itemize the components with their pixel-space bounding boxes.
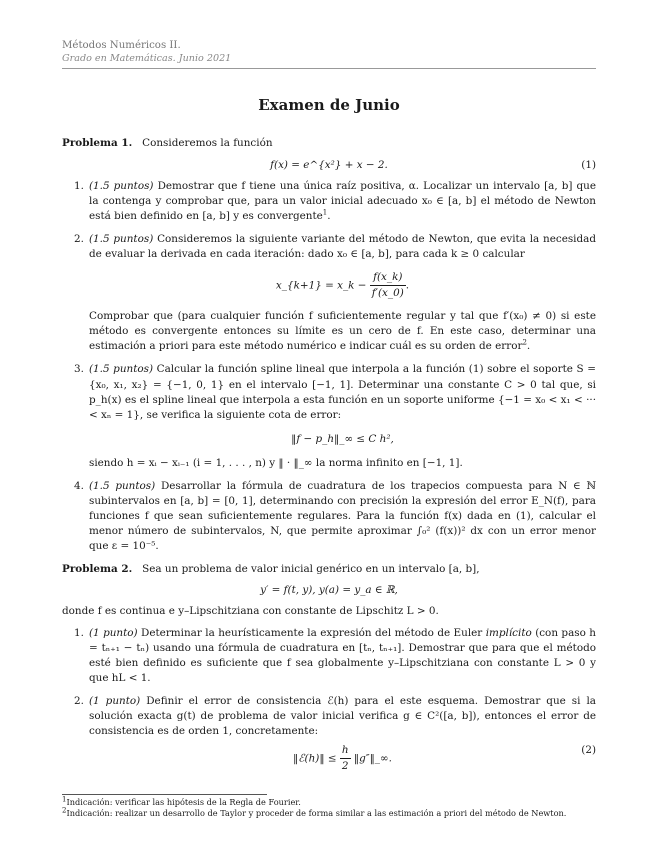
item-points: (1.5 puntos) (89, 179, 154, 192)
item-number: 1. (74, 179, 84, 192)
exam-page (62, 40, 596, 782)
item-text: Calcular la función spline lineal que interpola a la función (1) sobre el soporte S = {x₀, x₁, x₂} = {−1, 0, 1} en el intervalo [−1, 1]. Determinar una constante C > 0 tal que, si p_h(x) es el spline lineal que interpola a esta función en un soporte uniforme {−1 = x₀ < x₁ < ··· < xₙ = 1}, se verifica la siguiente cota de error: (89, 363, 596, 421)
problem-2-intro (62, 562, 596, 577)
item-number: 1. (74, 626, 84, 639)
fraction-denominator: f′(x_0) (371, 287, 404, 300)
equation-1-number: (1) (581, 158, 596, 171)
problem-2-label: Problema 2. (62, 563, 133, 576)
item-text-continued: siendo h = xᵢ − xᵢ₋₁ (i = 1, . . . , n) y ‖ · ‖_∞ la norma infinito en [−1, 1]. (89, 456, 463, 469)
footnote-text: Indicación: verificar las hipótesis de la Regla de Fourier. (66, 797, 301, 807)
problem-1-intro (62, 136, 596, 151)
item-emphasis: implícito (485, 626, 532, 639)
page-title: Examen de Junio (258, 95, 400, 114)
equation-1 (62, 158, 596, 173)
list-item (62, 362, 596, 470)
footnotes (62, 794, 602, 819)
item-points: (1.5 puntos) (89, 479, 156, 492)
item-text-continued: (con paso h = tₙ₊₁ − tₙ) usando una fórmula de cuadratura en [tₙ, tₙ₊₁]. Demostrar que para que el método esté bien definido es suficiente que f sea globalmente y–Lipschitziana con constante L > 0 y que hL < 1. (89, 626, 596, 684)
equation-2 (89, 743, 596, 774)
item-points: (1 punto) (89, 694, 141, 707)
equation-1-body: f(x) = e^{x²} + x − 2. (270, 158, 388, 171)
footnote-ref: 2 (522, 338, 527, 347)
item-number: 2. (74, 694, 84, 707)
item-text: Desarrollar la fórmula de cuadratura de los trapecios compuesta para N ∈ ℕ subintervalos en [a, b] = [0, 1], determinando con precisión la expresión del error E_N(f), para funciones f que sean suficientemente regulares. Para la función f(x) dada en (1), calcular el menor número de subintervalos, N, que permite aproximar ∫₀² (f(x))² dx con un error menor que ε = 10⁻⁵. (89, 479, 596, 553)
footnote-number: 1 (62, 795, 67, 804)
list-item (62, 479, 596, 554)
footnote-1 (62, 797, 602, 808)
fraction-numerator: h (340, 743, 351, 759)
problem-1-intro-text: Consideremos la función (142, 137, 273, 150)
course-subtitle: Grado en Matemáticas. Junio 2021 (62, 52, 232, 64)
item-text: Consideremos la siguiente variante del método de Newton, que evita la necesidad de evaluar la derivada en cada iteración: dado x₀ ∈ [a, b], para cada k ≥ 0 calcular (89, 232, 596, 260)
equation-fraction (340, 743, 351, 774)
header-rule (62, 68, 596, 69)
equation-left: ‖ℰ(h)‖ ≤ (293, 752, 337, 765)
course-header: Métodos Numéricos II. (62, 40, 181, 51)
equation-body: ‖f − p_h‖_∞ ≤ C h², (291, 432, 394, 445)
item-text-continued: Comprobar que (para cualquier función f suficientemente regular y tal que f′(x₀) ≠ 0) si este método es convergente entonces su límite es un cero de f. En este caso, determinar una estimación a priori para este método numérico e indicar cuál es su orden de error (89, 310, 596, 353)
equation-left: x_{k+1} = x_k − (275, 279, 367, 292)
error-bound-equation (89, 432, 596, 447)
fraction-denominator: 2 (341, 760, 349, 773)
footnote-rule (62, 794, 267, 795)
footnote-ref: 1 (322, 208, 328, 217)
item-number: 4. (74, 479, 84, 492)
item-number: 3. (74, 363, 84, 376)
equation-right: ‖g″‖_∞. (353, 752, 392, 765)
item-text: Demostrar que f tiene una única raíz positiva, α. Localizar un intervalo [a, b] que la contenga y comprobar que, para un valor inicial adecuado x₀ ∈ [a, b] el método de Newton está bien definido en [a, b] y es convergente (89, 179, 596, 222)
item-points: (1 punto) (89, 626, 138, 639)
problem-2-intro-text: Sea un problema de valor inicial genérico en un intervalo [a, b], (142, 563, 480, 576)
list-item (62, 626, 596, 686)
footnote-2 (62, 808, 602, 819)
item-points: (1.5 puntos) (89, 232, 154, 245)
item-number: 2. (74, 232, 84, 245)
equation-2-number: (2) (581, 744, 596, 757)
ivp-equation (62, 583, 596, 598)
equation-body: y′ = f(t, y), y(a) = y_a ∈ ℝ, (260, 584, 398, 597)
problem-1-label: Problema 1. (62, 137, 133, 150)
newton-variant-equation: x_{k+1} = x_k − $\frac{f(x\_k)}{f'(x\_0)}$ . (89, 270, 596, 301)
item-text: Definir el error de consistencia ℰ(h) para el este esquema. Demostrar que si la solución exacta g(t) de problema de valor inicial verifica g ∈ C²([a, b]), entonces el error de consistencia es de orden 1, concretamente: (89, 694, 596, 737)
footnote-number: 2 (62, 806, 67, 815)
equation-fraction (370, 270, 406, 301)
footnote-text: Indicación: realizar un desarrollo de Taylor y proceder de forma similar a las estimación a priori del método de Newton. (66, 808, 567, 819)
problem-2-after: donde f es continua e y–Lipschitziana con constante de Lipschitz L > 0. (62, 605, 439, 618)
item-points: (1.5 puntos) (89, 363, 154, 376)
item-text: Determinar la heurísticamente la expresión del método de Euler (141, 626, 483, 639)
problem-1-list (62, 179, 596, 555)
problem-2-list (62, 626, 596, 775)
fraction-numerator: f(x_k) (370, 270, 406, 286)
list-item: 1. (1.5 puntos) Demostrar que f tiene una única raíz positiva, α. Localizar un intervalo [a, b] que la contenga y comprobar que, para un valor inicial adecuado x₀ ∈ [a, b] el método de Newton está bien definido en [a, b] y es convergente$^1$. (74, 179, 596, 222)
list-item: 2. (1.5 puntos) Consideremos la siguiente variante del método de Newton, que evita la necesidad de evaluar la derivada en cada iteración: dado x₀ ∈ [a, b], para cada k ≥ 0 calcular x_{k+1} = x_k − $\frac{f(x\_k)}{f'(x\_0)}$ . Comprobar que (para cualquier función f suficientemente regular y tal que f′(x₀) ≠ 0) si este método es convergente entonces su límite es un cero de f. En este caso, determinar una estimación a priori para este método numérico e indicar cuál es su orden de error$^2$. (74, 232, 596, 353)
list-item (62, 694, 596, 774)
